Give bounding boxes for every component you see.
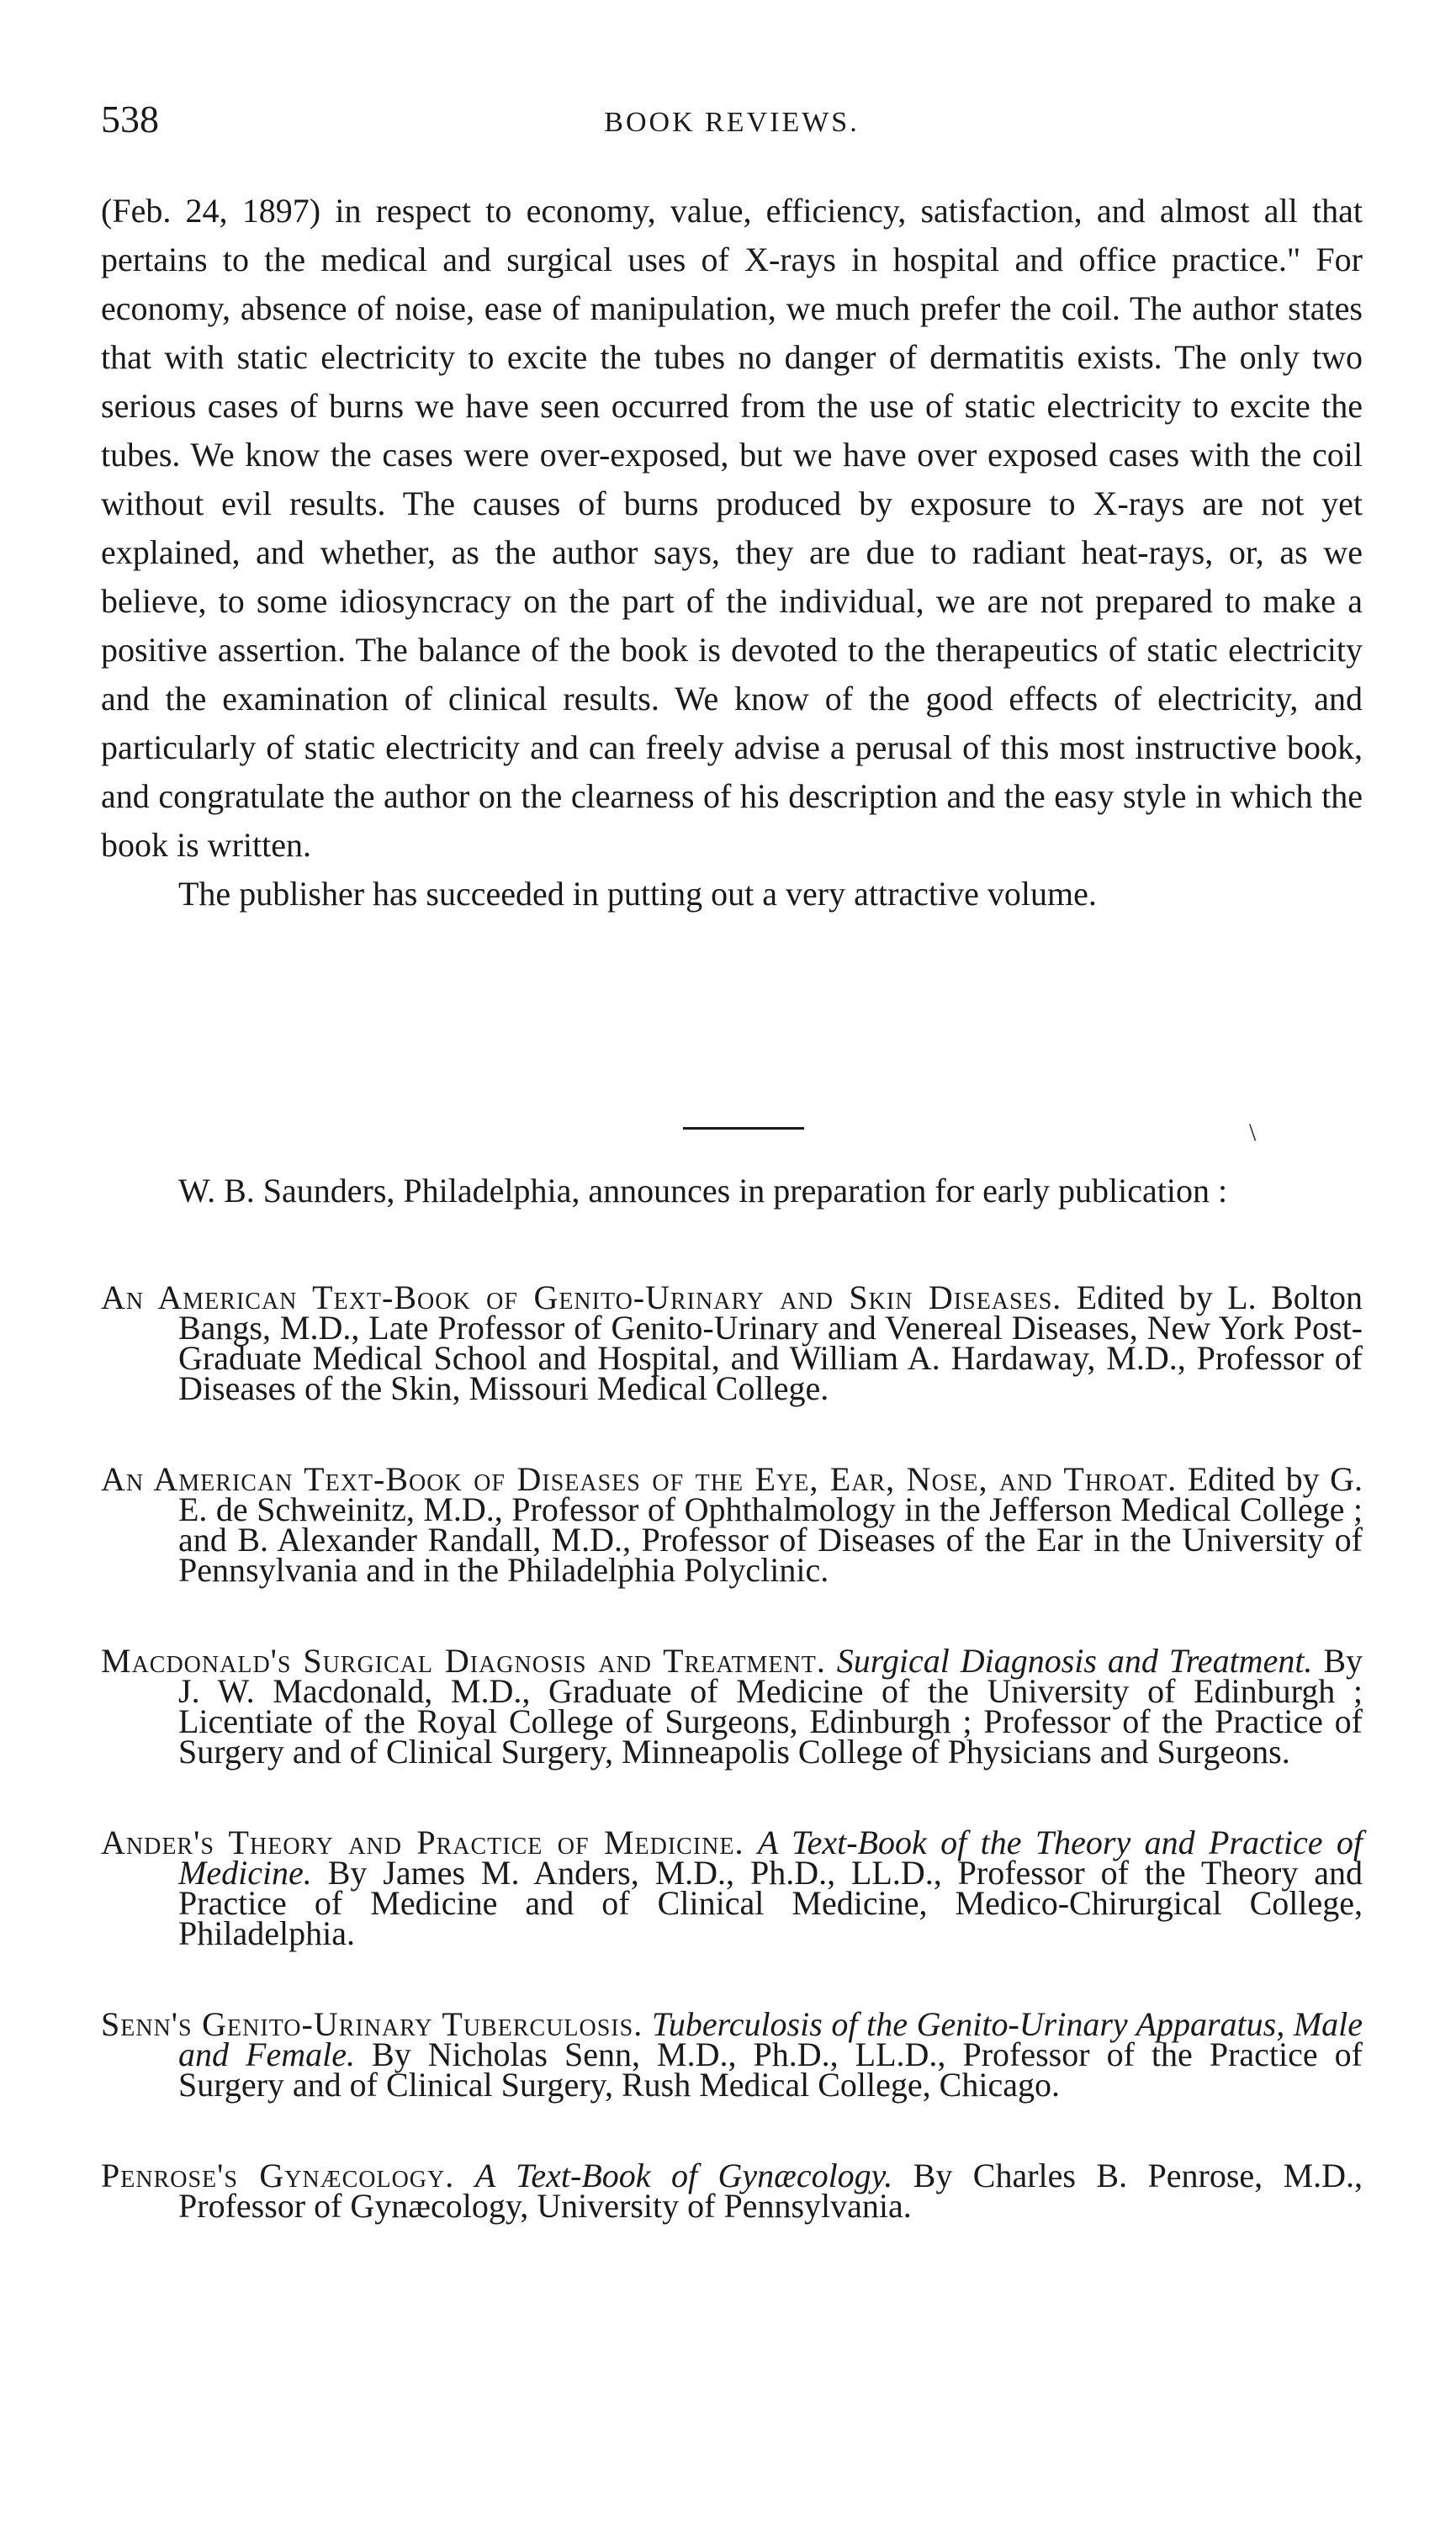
page-number: 538 bbox=[101, 98, 159, 140]
stray-mark: \ bbox=[1249, 1119, 1257, 1146]
book-title: Macdonald's Surgical Diagnosis and Treatment. bbox=[101, 1642, 826, 1680]
book-title: Senn's Genito-Urinary Tuberculosis. bbox=[101, 2005, 643, 2043]
book-entry bbox=[101, 2157, 1363, 2225]
book-subtitle: A Text-Book of Gynæcology. bbox=[474, 2157, 893, 2194]
review-text bbox=[101, 187, 1363, 918]
page-header bbox=[101, 94, 1363, 145]
announcement-intro: W. B. Saunders, Philadelphia, announces in preparation for early publication : bbox=[178, 1172, 1228, 1210]
running-head: BOOK REVIEWS. bbox=[604, 107, 860, 138]
book-subtitle: A Text-Book of the Theory and Practice of Medicine. bbox=[178, 1824, 1363, 1892]
book-entry bbox=[101, 1460, 1363, 1589]
book-details: Edited by G. E. de Schweinitz, M.D., Professor of Ophthalmology in the Jefferson Medical College ; and B. Alexander Randall, M.D., Professor of Diseases of the Ear in the University of Pennsylvania and in the Philadelphia Polyclinic. bbox=[178, 1460, 1363, 1589]
book-details: By J. W. Macdonald, M.D., Graduate of Medicine of the University of Edinburgh ; Licentiate of the Royal College of Surgeons, Edinburgh ; Professor of the Practice of Surgery and of Clinical Surgery, Minneapolis College of Physicians and Surgeons. bbox=[178, 1642, 1363, 1771]
book-entry bbox=[101, 1824, 1363, 1952]
book-title: Ander's Theory and Practice of Medicine. bbox=[101, 1824, 744, 1861]
book-details: Edited by L. Bolton Bangs, M.D., Late Professor of Genito-Urinary and Venereal Diseases, New York Post-Graduate Medical School and Hospital, and William A. Hardaway, M.D., Professor of Diseases of the Skin, Missouri Medical College. bbox=[178, 1278, 1363, 1407]
announcement bbox=[101, 1169, 1363, 1213]
review-paragraph: (Feb. 24, 1897) in respect to economy, value, efficiency, satisfaction, and almost all that pertains to the medical and surgical uses of X-rays in hospital and office practice." For economy, absence of noise, ease of manipulation, we much prefer the coil. The author states that with static electricity to excite the tubes no danger of dermatitis exists. The only two serious cases of burns we have seen occurred from the use of static electricity to excite the tubes. We know the cases were over-exposed, but we have over exposed cases with the coil without evil results. The causes of burns produced by exposure to X-rays are not yet explained, and whether, as the author says, they are due to radiant heat-rays, or, as we believe, to some idiosyncracy on the part of the individual, we are not prepared to make a positive assertion. The balance of the book is devoted to the therapeutics of static electricity and the examination of clinical results. We know of the good effects of electricity, and particularly of static electricity and can freely advise a perusal of this most instructive book, and congratulate the author on the clearness of his description and the easy style in which the book is written. bbox=[101, 192, 1363, 864]
book-entry bbox=[101, 1642, 1363, 1771]
book-subtitle: Surgical Diagnosis and Treatment. bbox=[836, 1642, 1313, 1680]
book-details: By Nicholas Senn, M.D., Ph.D., LL.D., Professor of the Practice of Surgery and of Clinical Surgery, Rush Medical College, Chicago. bbox=[178, 2035, 1363, 2104]
book-details: By Charles B. Penrose, M.D., Professor of Gynæcology, University of Pennsylvania. bbox=[178, 2157, 1363, 2225]
book-subtitle: Tuberculosis of the Genito-Urinary Apparatus, Male and Female. bbox=[178, 2005, 1363, 2073]
book-title: An American Text-Book of Genito-Urinary and Skin Diseases. bbox=[101, 1278, 1062, 1316]
section-divider bbox=[683, 1127, 804, 1130]
book-entry bbox=[101, 1278, 1363, 1407]
book-title: An American Text-Book of Diseases of the Eye, Ear, Nose, and Throat. bbox=[101, 1460, 1178, 1498]
book-entry bbox=[101, 2005, 1363, 2104]
book-title: Penrose's Gynæcology. bbox=[101, 2157, 455, 2194]
book-details: By James M. Anders, M.D., Ph.D., LL.D., Professor of the Theory and Practice of Medicine and of Clinical Medicine, Medico-Chirurgical College, Philadelphia. bbox=[178, 1854, 1363, 1952]
review-paragraph: The publisher has succeeded in putting out a very attractive volume. bbox=[178, 875, 1097, 913]
book-list bbox=[101, 1278, 1363, 2282]
